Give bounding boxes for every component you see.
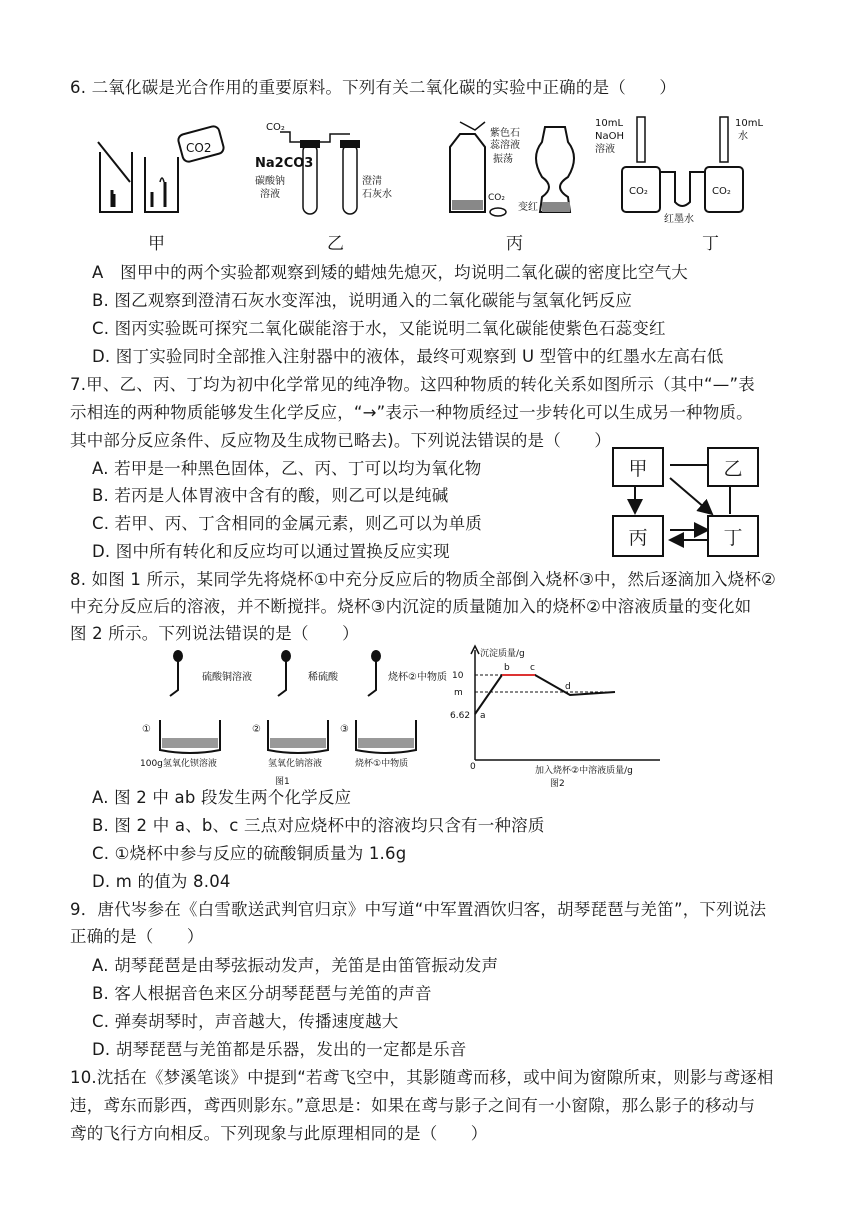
fig-label-yi: 乙 [327,234,344,254]
svg-text:Na2CO3: Na2CO3 [255,156,314,171]
svg-text:CO₂: CO₂ [266,122,285,133]
svg-text:CO₂: CO₂ [629,186,648,197]
q7-option-c: C. 若甲、丙、丁含相同的金属元素，则乙可以为单质 [92,514,483,533]
svg-text:10: 10 [452,671,464,681]
fig-label-ding: 丁 [702,234,719,254]
node-bing: 丙 [612,515,664,557]
q8-option-b: B. 图 2 中 a、b、c 三点对应烧杯中的溶液均只含有一种溶质 [92,816,545,835]
q9-stem-2: 正确的是（ ） [70,927,204,946]
svg-text:b: b [504,663,510,673]
svg-text:加入烧杯②中溶液质量/g: 加入烧杯②中溶液质量/g [535,766,633,776]
q8-stem-3: 图 2 所示。下列说法错误的是（ ） [70,624,359,643]
svg-text:氢氧化钠溶液: 氢氧化钠溶液 [268,759,323,769]
svg-text:10mL: 10mL [595,118,624,129]
svg-text:红墨水: 红墨水 [664,214,694,225]
svg-text:CO₂: CO₂ [712,186,731,197]
q8-option-a: A. 图 2 中 ab 段发生两个化学反应 [92,788,352,807]
q9-option-d: D. 胡琴琵琶与羌笛都是乐器，发出的一定都是乐音 [92,1040,467,1059]
fig-label-jia: 甲 [148,234,165,254]
svg-text:①: ① [142,724,151,735]
svg-text:100g氢氧化钡溶液: 100g氢氧化钡溶液 [140,759,217,769]
fig-jia-apparatus [98,125,225,212]
svg-text:②: ② [252,724,261,735]
svg-text:蕊溶液: 蕊溶液 [490,140,520,151]
svg-text:NaOH: NaOH [595,131,624,142]
q9-option-c: C. 弹奏胡琴时，声音越大，传播速度越大 [92,1012,399,1031]
q8-option-c: C. ①烧杯中参与反应的硫酸铜质量为 1.6g [92,844,407,863]
q8-figure-1 [140,650,470,790]
q7-stem-1: 7.甲、乙、丙、丁均为初中化学常见的纯净物。这四种物质的转化关系如图所示（其中“—”表 [70,375,755,394]
q6-option-c: C. 图丙实验既可探究二氧化碳能溶于水，又能说明二氧化碳能使紫色石蕊变红 [92,319,666,338]
svg-text:烧杯①中物质: 烧杯①中物质 [355,759,409,769]
svg-text:溶液: 溶液 [595,144,615,155]
fig-ding-apparatus [595,117,763,225]
q9-option-b: B. 客人根据音色来区分胡琴琵琶与羌笛的声音 [92,984,432,1003]
svg-text:硫酸铜溶液: 硫酸铜溶液 [202,672,252,683]
q9-option-a: A. 胡琴琵琶是由琴弦振动发声，羌笛是由笛管振动发声 [92,956,499,975]
fig-label-bing: 丙 [506,234,523,254]
fig-co2-label: CO2 [186,141,212,155]
svg-text:图2: 图2 [550,779,565,789]
svg-text:碳酸钠: 碳酸钠 [255,176,285,187]
svg-text:稀硫酸: 稀硫酸 [308,672,338,683]
svg-text:m: m [454,688,463,698]
fig-bing-apparatus [450,122,574,216]
q6-option-a: A 图甲中的两个实验都观察到矮的蜡烛先熄灭，均说明二氧化碳的密度比空气大 [92,263,688,282]
node-jia: 甲 [612,447,664,487]
q7-stem-2: 示相连的两种物质能够发生化学反应，“→”表示一种物质经过一步转化可以生成另一种物质。 [70,403,753,422]
svg-text:d: d [565,682,571,692]
fig-yi-apparatus [255,122,392,214]
q6-figure [90,112,770,252]
q10-stem-3: 鸢的飞行方向相反。下列现象与此原理相同的是（ ） [70,1124,488,1143]
q7-option-d: D. 图中所有转化和反应均可以通过置换反应实现 [92,542,450,561]
q6-option-d: D. 图丁实验同时全部推入注射器中的液体，最终可观察到 U 型管中的红墨水左高右低 [92,347,724,366]
q8-option-d: D. m 的值为 8.04 [92,872,231,891]
q8-stem-2: 中充分反应后的溶液，并不断搅拌。烧杯③内沉淀的质量随加入的烧杯②中溶液质量的变化如 [70,597,752,616]
svg-text:a: a [480,711,486,721]
svg-text:振荡: 振荡 [493,154,513,165]
svg-text:6.62: 6.62 [450,711,471,721]
svg-text:变红: 变红 [518,202,538,213]
q8-stem-1: 8. 如图 1 所示，某同学先将烧杯①中充分反应后的物质全部倒入烧杯③中，然后逐滴加入烧杯② [70,570,777,589]
q6-option-b: B. 图乙观察到澄清石灰水变浑浊，说明通入的二氧化碳能与氢氧化钙反应 [92,291,633,310]
svg-text:③: ③ [340,724,349,735]
svg-text:石灰水: 石灰水 [362,189,392,200]
svg-text:澄清: 澄清 [362,176,382,187]
q7-option-b: B. 若丙是人体胃液中含有的酸，则乙可以是纯碱 [92,486,449,505]
q7-stem-3: 其中部分反应条件、反应物及生成物已略去)。下列说法错误的是（ ） [70,431,612,450]
svg-text:烧杯②中物质: 烧杯②中物质 [388,672,447,683]
q10-stem-1: 10.沈括在《梦溪笔谈》中提到“若鸢飞空中，其影随鸢而移，或中间为窗隙所束，则影与鸢逐相 [70,1068,774,1087]
svg-text:紫色石: 紫色石 [490,128,520,139]
q8-figure-2 [440,642,670,790]
svg-text:图1: 图1 [275,777,290,787]
q7-option-a: A. 若甲是一种黑色固体，乙、丙、丁可以均为氧化物 [92,459,482,478]
node-ding: 丁 [707,515,759,557]
svg-text:c: c [530,663,535,673]
q6-stem: 6. 二氧化碳是光合作用的重要原料。下列有关二氧化碳的实验中正确的是（ ） [70,78,677,97]
q9-stem-1: 9．唐代岑参在《白雪歌送武判官归京》中写道“中军置酒饮归客，胡琴琵琶与羌笛”，下列说法 [70,900,767,919]
node-yi: 乙 [707,447,759,487]
svg-text:0: 0 [470,762,476,772]
svg-text:CO₂: CO₂ [488,193,505,203]
q10-stem-2: 违，鸢东而影西，鸢西则影东。”意思是：如果在鸢与影子之间有一小窗隙，那么影子的移动与 [70,1096,756,1115]
svg-text:沉淀质量/g: 沉淀质量/g [480,649,525,659]
svg-text:溶液: 溶液 [260,189,280,200]
svg-text:10mL: 10mL [735,118,764,129]
svg-text:水: 水 [738,131,748,142]
